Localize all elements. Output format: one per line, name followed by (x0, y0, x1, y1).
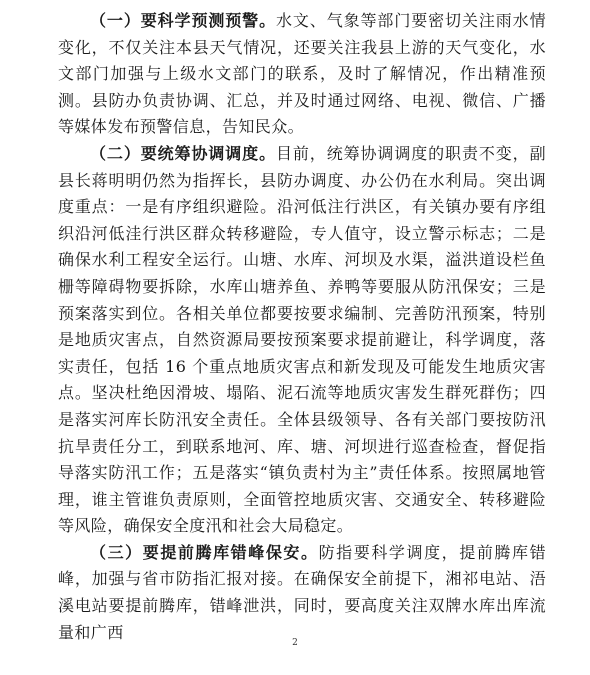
paragraph-heading: （二）要统筹协调调度。 (90, 143, 276, 163)
paragraph-text: 水文、气象等部门要密切关注雨水情变化，不仅关注本县天气情况，还要关注我县上游的天气变化，水文部门加强与上级水文部门的联系，及时了解情况，作出精准预测。县防办负责协调、汇总，并及时通过网络、电视、微信、广播等媒体发布预警信息，告知民众。 (58, 11, 546, 137)
paragraph-heading: （一）要科学预测预警。 (90, 11, 276, 30)
paragraph-reservoir-release (58, 540, 546, 646)
paragraph-coordination (58, 141, 546, 540)
paragraph-heading: （三）要提前腾库错峰保安。 (90, 542, 319, 562)
document-body (58, 8, 546, 646)
paragraph-forecast-warning (58, 8, 546, 141)
paragraph-text: 防指要科学调度，提前腾库错峰，加强与省市防指汇报对接。在确保安全前提下，湘祁电站、浯溪电站要提前腾库，错峰泄洪，同时，要高度关注双牌水库出库流量和广西 (58, 542, 546, 642)
page-number: 2 (292, 638, 298, 648)
paragraph-text: 目前，统筹协调调度的职责不变，副县长蒋明明仍然为指挥长，县防办调度、办公仍在水利局。突出调度重点：一是有序组织避险。沿河低注行洪区，有关镇办要有序组织沿河低洼行洪区群众转移避险，专人值守，设立警示标志；二是确保水利工程安全运行。山塘、水库、河坝及水渠，溢洪道设栏鱼栅等障碍物要拆除，水库山塘养鱼、养鸭等要服从防汛保安；三是预案落实到位。各相关单位都要按要求编制、完善防汛预案，特别是地质灾害点，自然资源局要按预案要求提前避让，科学调度，落实责任，包括 16 个重点地质灾害点和新发现及可能发生地质灾害点。坚决杜绝因滑坡、塌陷、泥石流等地质灾害发生群死群伤；四是落实河库长防汛安全责任。全体县级领导、各有关部门要按防汛抗旱责任分工，到联系地河、库、塘、河坝进行巡查检查，督促指导落实防汛工作；五是落实“镇负责村为主”责任体系。按照属地管理，谁主管谁负责原则，全面管控地质灾害、交通安全、转移避险等风险，确保安全度汛和社会大局稳定。 (58, 143, 546, 536)
